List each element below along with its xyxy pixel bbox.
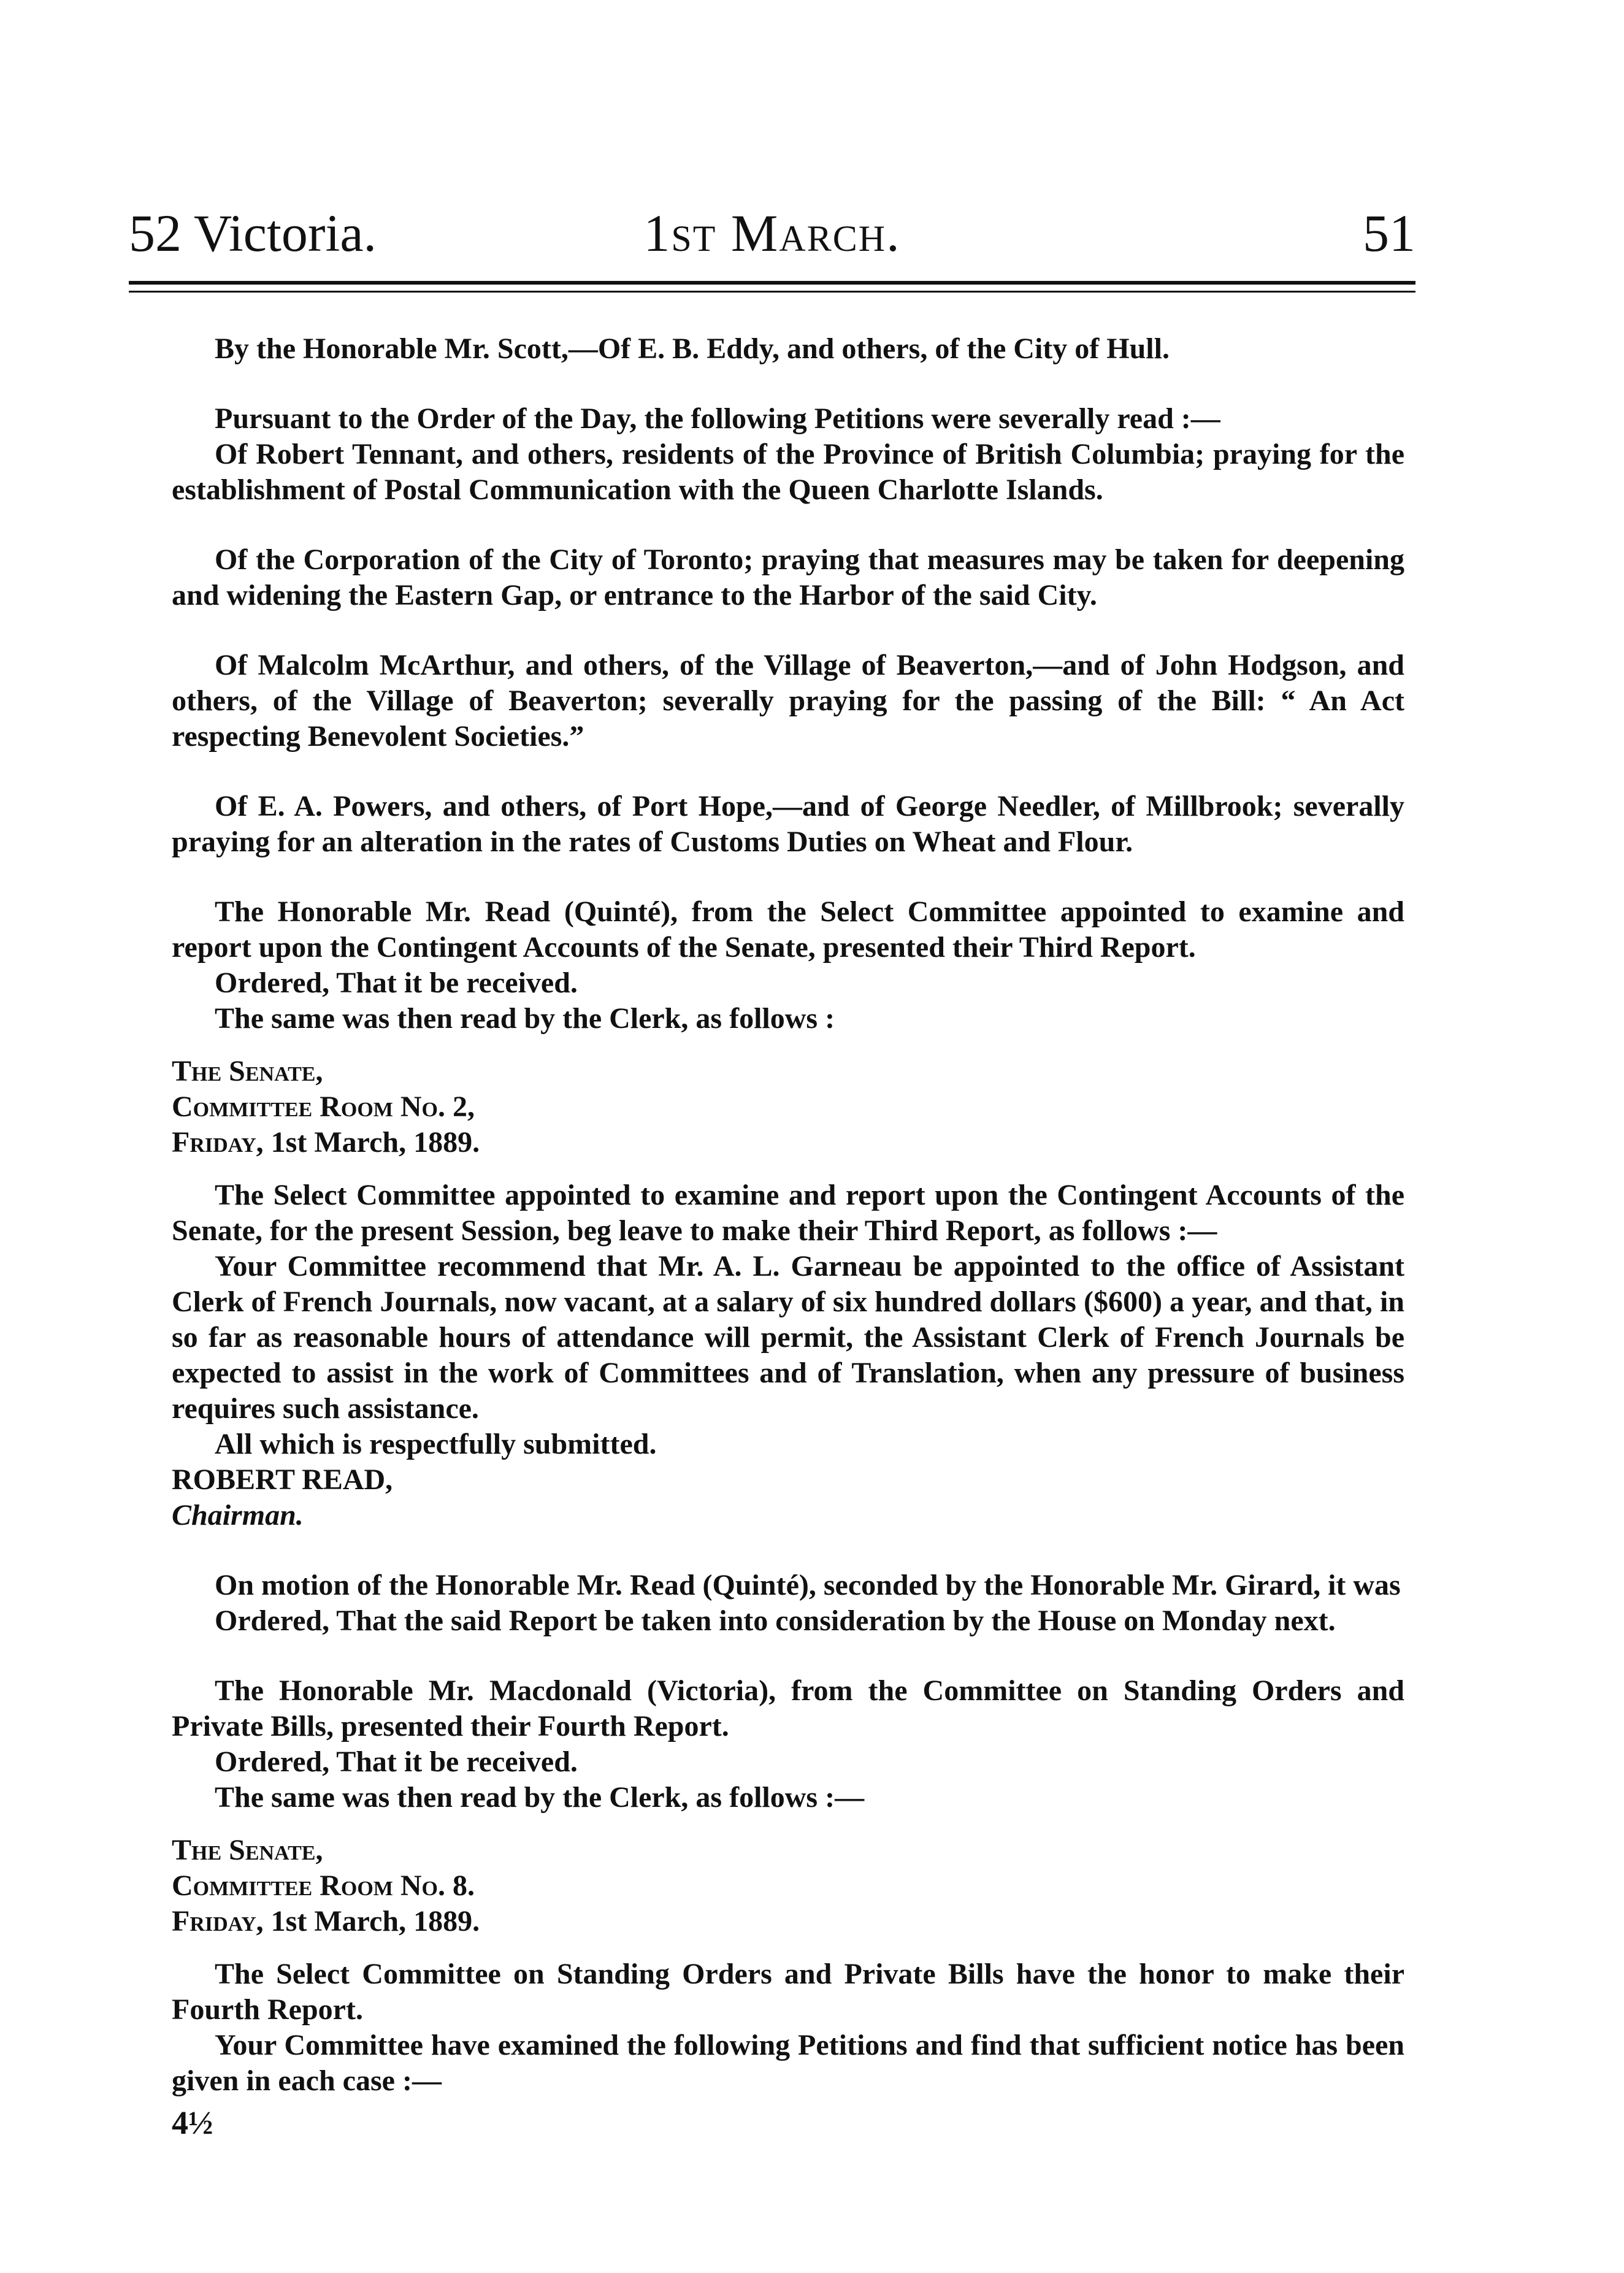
report2-day: Friday, — [172, 1905, 264, 1938]
header-rule-thin — [129, 291, 1415, 293]
report2-senate: The Senate, — [172, 1834, 323, 1866]
petition-beaverton: Of Malcolm McArthur, and others, of the Village of Beaverton,—and of John Hodgson, and others, of the Village of Beaverton; severally praying for the passing of the Bill: “ An Act respecting Benevolent Societies.” — [172, 649, 1404, 753]
page-header — [129, 196, 1415, 270]
petition-port-hope: Of E. A. Powers, and others, of Port Hope,—and of George Needler, of Millbrook; severally praying for an alteration in the rates of Customs Duties on Wheat and Flour. — [172, 790, 1404, 858]
ordered-received-2: Ordered, That it be received. — [215, 1746, 578, 1778]
read-by-clerk-2: The same was then read by the Clerk, as follows :— — [215, 1781, 865, 1814]
read-report-intro: The Honorable Mr. Read (Quinté), from the Select Committee appointed to examine and report upon the Contingent Accounts of the Senate, presented their Third Report. — [172, 895, 1404, 964]
report2-room: Committee Room No. 8. — [172, 1869, 475, 1902]
report1-recommendation: Your Committee recommend that Mr. A. L. Garneau be appointed to the office of Assistant Clerk of French Journals, now vacant, at a salary of six hundred dollars ($600) a year, and that, in so far as reasonable hours of attendance will permit, the Assistant Clerk of French Journals be expected to assist in the work of Committees and of Translation, when any pressure of business requires such assistance. — [172, 1250, 1404, 1425]
report1-senate: The Senate, — [172, 1055, 323, 1087]
petition-toronto: Of the Corporation of the City of Toronto; praying that measures may be taken for deepening and widening the Eastern Gap, or entrance to the Harbor of the said City. — [172, 543, 1404, 611]
macdonald-report-intro: The Honorable Mr. Macdonald (Victoria), from the Committee on Standing Orders and Private Bills, presented their Fourth Report. — [172, 1674, 1404, 1742]
signature-mark: 4½ — [172, 2104, 213, 2141]
motion-read: On motion of the Honorable Mr. Read (Quinté), seconded by the Honorable Mr. Girard, it was — [215, 1569, 1401, 1601]
page-body — [172, 331, 1404, 2141]
petition-tennant: Of Robert Tennant, and others, residents of the Province of British Columbia; praying for the establishment of Postal Communication with the Queen Charlotte Islands. — [172, 438, 1404, 506]
signature-name: ROBERT READ, — [172, 1463, 393, 1496]
date-heading: 1st March. — [643, 204, 901, 263]
header-rule-thick — [129, 281, 1415, 285]
report1-day: Friday, — [172, 1126, 264, 1159]
report2-date-line — [172, 1904, 1404, 1939]
read-by-clerk-1: The same was then read by the Clerk, as follows : — [215, 1002, 835, 1035]
report1-date: 1st March, 1889. — [270, 1126, 480, 1159]
signature-title: Chairman. — [172, 1499, 304, 1531]
report1-submitted: All which is respectfully submitted. — [215, 1428, 657, 1460]
ordered-received-1: Ordered, That it be received. — [215, 967, 578, 999]
report2-petitions: Your Committee have examined the following Petitions and find that sufficient notice has been given in each case :— — [172, 2029, 1404, 2097]
report2-intro: The Select Committee on Standing Orders and Private Bills have the honor to make their Fourth Report. — [172, 1958, 1404, 2026]
order-of-day: Pursuant to the Order of the Day, the following Petitions were severally read :— — [215, 402, 1220, 435]
session-label: 52 Victoria. — [129, 204, 377, 263]
report1-room: Committee Room No. 2, — [172, 1091, 475, 1123]
report2-date: 1st March, 1889. — [270, 1905, 480, 1938]
ordered-consideration: Ordered, That the said Report be taken into consideration by the House on Monday next. — [215, 1604, 1336, 1637]
report1-date-line — [172, 1125, 1404, 1160]
report1-intro: The Select Committee appointed to examine and report upon the Contingent Accounts of the Senate, for the present Session, beg leave to make their Third Report, as follows :— — [172, 1179, 1404, 1247]
petition-presented: By the Honorable Mr. Scott,—Of E. B. Eddy, and others, of the City of Hull. — [215, 332, 1170, 365]
page-number: 51 — [1363, 204, 1415, 263]
